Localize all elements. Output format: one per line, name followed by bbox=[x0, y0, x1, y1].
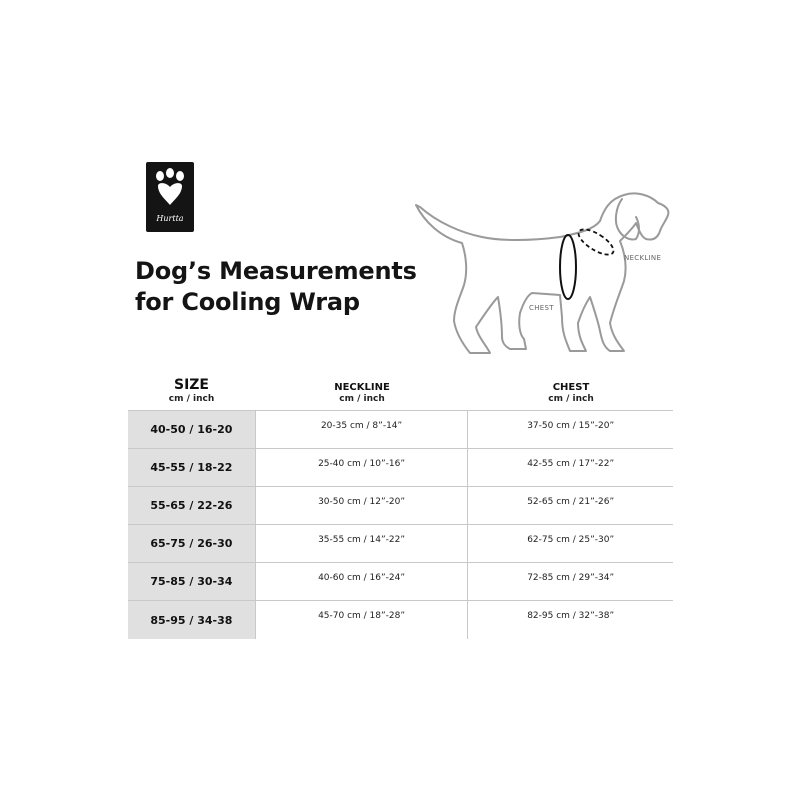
header-neckline-unit: cm / inch bbox=[339, 394, 385, 404]
chest-cell: 37-50 cm / 15”-20” bbox=[467, 411, 673, 448]
header-size bbox=[128, 376, 255, 404]
dog-outline bbox=[416, 193, 668, 353]
brand-logo bbox=[146, 162, 194, 232]
title-line-2: for Cooling Wrap bbox=[135, 288, 360, 316]
header-chest bbox=[469, 381, 673, 404]
chest-cell: 62-75 cm / 25”-30” bbox=[467, 525, 673, 562]
header-size-unit: cm / inch bbox=[168, 394, 215, 404]
neckline-measure-loop bbox=[575, 225, 617, 260]
table-row bbox=[128, 411, 673, 449]
chest-cell: 72-85 cm / 29”-34” bbox=[467, 563, 673, 600]
neckline-label: NECKLINE bbox=[624, 254, 662, 262]
chest-measure-loop bbox=[560, 235, 576, 299]
table-row bbox=[128, 525, 673, 563]
neckline-cell: 35-55 cm / 14”-22” bbox=[255, 525, 468, 562]
header-neckline bbox=[256, 381, 468, 404]
size-cell: 40-50 / 16-20 bbox=[128, 411, 255, 448]
table-row bbox=[128, 563, 673, 601]
header-chest-title: CHEST bbox=[552, 382, 590, 393]
chest-label: CHEST bbox=[529, 304, 554, 312]
header-size-title: SIZE bbox=[173, 377, 209, 393]
table-row bbox=[128, 601, 673, 639]
chest-cell: 42-55 cm / 17”-22” bbox=[467, 449, 673, 486]
size-table bbox=[128, 410, 673, 639]
chest-cell: 52-65 cm / 21”-26” bbox=[467, 487, 673, 524]
neckline-cell: 30-50 cm / 12”-20” bbox=[255, 487, 468, 524]
neckline-cell: 25-40 cm / 10”-16” bbox=[255, 449, 468, 486]
table-row bbox=[128, 449, 673, 487]
chest-cell: 82-95 cm / 32”-38” bbox=[467, 601, 673, 639]
table-row bbox=[128, 487, 673, 525]
size-cell: 55-65 / 22-26 bbox=[128, 487, 255, 524]
dog-illustration bbox=[410, 185, 680, 365]
header-neckline-title: NECKLINE bbox=[334, 382, 390, 393]
size-cell: 85-95 / 34-38 bbox=[128, 601, 255, 639]
neckline-cell: 40-60 cm / 16”-24” bbox=[255, 563, 468, 600]
size-cell: 75-85 / 30-34 bbox=[128, 563, 255, 600]
title-line-1: Dog’s Measurements bbox=[135, 257, 417, 285]
neckline-cell: 20-35 cm / 8”-14” bbox=[255, 411, 468, 448]
size-cell: 45-55 / 18-22 bbox=[128, 449, 255, 486]
size-cell: 65-75 / 26-30 bbox=[128, 525, 255, 562]
header-chest-unit: cm / inch bbox=[548, 394, 594, 404]
brand-name: Hurtta bbox=[156, 214, 184, 223]
page-title bbox=[135, 256, 417, 318]
neckline-cell: 45-70 cm / 18”-28” bbox=[255, 601, 468, 639]
